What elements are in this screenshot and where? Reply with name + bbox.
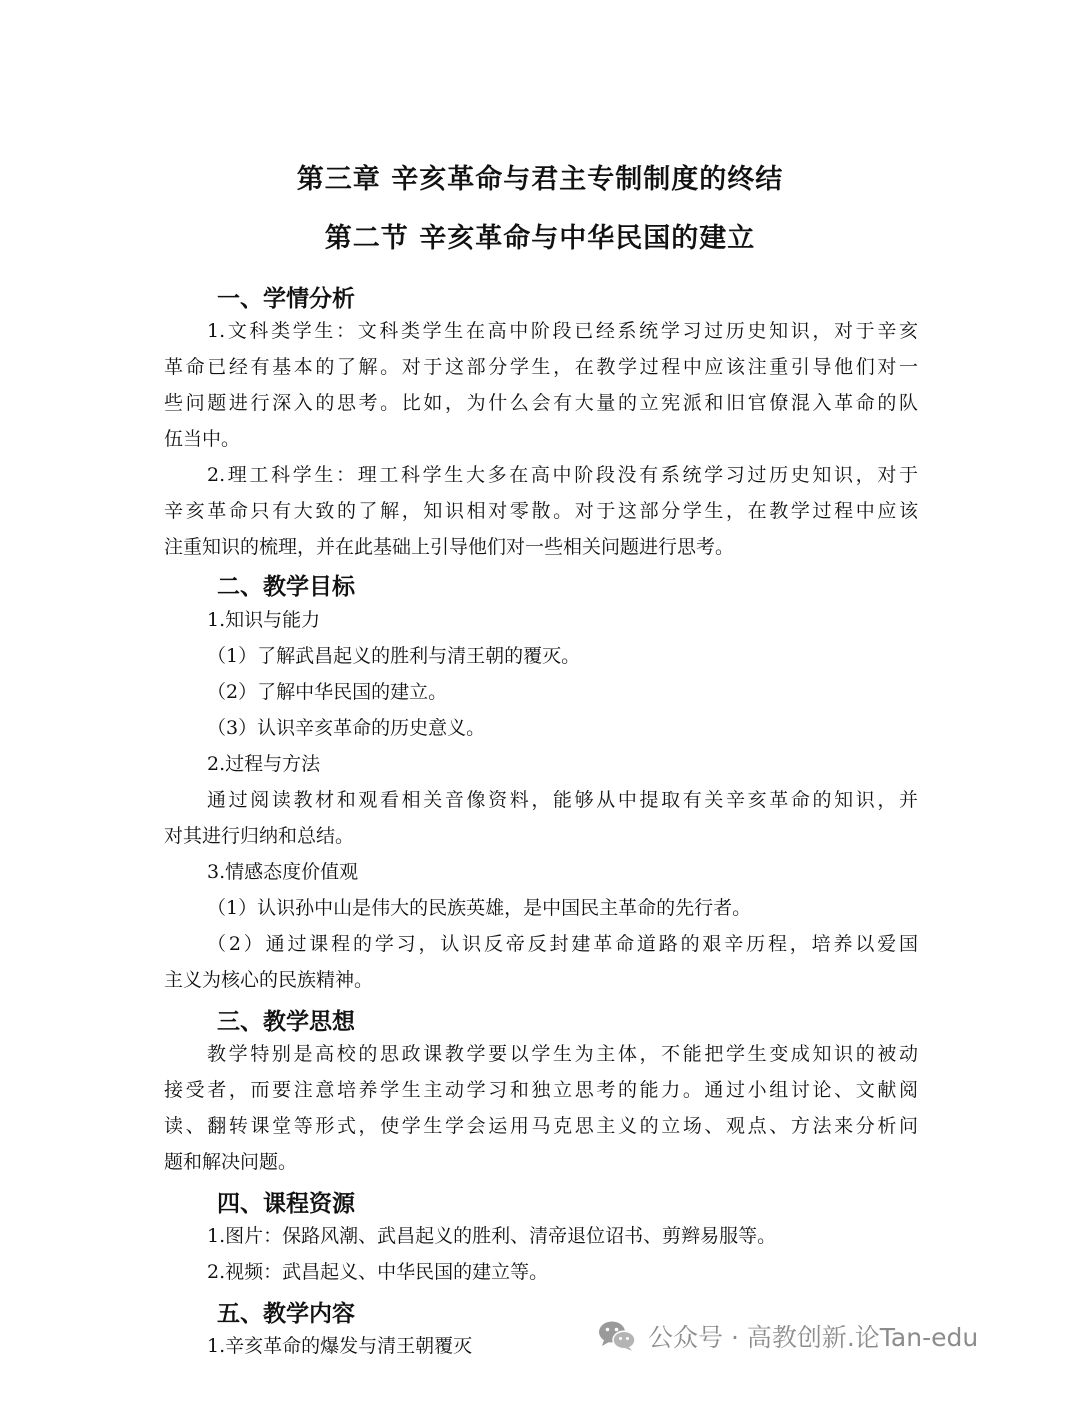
heading-learning-analysis: 一、学情分析 — [217, 286, 355, 312]
heading-teaching-goals: 二、教学目标 — [217, 574, 355, 600]
paragraph-line: 辛亥革命只有大致的了解，知识相对零散。对于这部分学生，在教学过程中应该 — [164, 500, 918, 522]
heading-teaching-content: 五、教学内容 — [217, 1301, 355, 1327]
heading-teaching-philosophy: 三、教学思想 — [217, 1009, 355, 1035]
wechat-icon — [598, 1320, 636, 1352]
list-item: （2）了解中华民国的建立。 — [207, 681, 448, 703]
paragraph-line: 题和解决问题。 — [164, 1151, 298, 1173]
paragraph-line: 教学特别是高校的思政课教学要以学生为主体，不能把学生变成知识的被动 — [207, 1043, 918, 1065]
chapter-title: 第三章 辛亥革命与君主专制制度的终结 — [296, 164, 784, 195]
paragraph-line: 主义为核心的民族精神。 — [164, 969, 374, 991]
list-item: 1.知识与能力 — [207, 609, 321, 631]
paragraph-line: 对其进行归纳和总结。 — [164, 825, 355, 847]
paragraph-line: 1.文科类学生：文科类学生在高中阶段已经系统学习过历史知识，对于辛亥 — [207, 320, 918, 342]
list-item: 2.视频：武昌起义、中华民国的建立等。 — [207, 1261, 549, 1283]
list-item: （3）认识辛亥革命的历史意义。 — [207, 717, 486, 739]
paragraph-line: 些问题进行深入的思考。比如，为什么会有大量的立宪派和旧官僚混入革命的队 — [164, 392, 918, 414]
paragraph-line: 2.理工科学生：理工科学生大多在高中阶段没有系统学习过历史知识，对于 — [207, 464, 918, 486]
paragraph-line: 革命已经有基本的了解。对于这部分学生，在教学过程中应该注重引导他们对一 — [164, 356, 918, 378]
paragraph-line: 伍当中。 — [164, 428, 241, 450]
section-title: 第二节 辛亥革命与中华民国的建立 — [324, 223, 756, 254]
list-item: 3.情感态度价值观 — [207, 861, 359, 883]
watermark-text: 公众号 · 高教创新.论Tan-edu — [648, 1323, 979, 1352]
list-item: 1.辛亥革命的爆发与清王朝覆灭 — [207, 1335, 473, 1357]
list-item: 2.过程与方法 — [207, 753, 321, 775]
paragraph-line: 读、翻转课堂等形式，使学生学会运用马克思主义的立场、观点、方法来分析问 — [164, 1115, 918, 1137]
list-item: 1.图片：保路风潮、武昌起义的胜利、清帝退位诏书、剪辫易服等。 — [207, 1225, 777, 1247]
paragraph-line: 通过阅读教材和观看相关音像资料，能够从中提取有关辛亥革命的知识，并 — [207, 789, 918, 811]
paragraph-line: （2）通过课程的学习，认识反帝反封建革命道路的艰辛历程，培养以爱国 — [207, 933, 918, 955]
list-item: （1）认识孙中山是伟大的民族英雄，是中国民主革命的先行者。 — [207, 897, 752, 919]
list-item: （1）了解武昌起义的胜利与清王朝的覆灭。 — [207, 645, 581, 667]
paragraph-line: 接受者，而要注意培养学生主动学习和独立思考的能力。通过小组讨论、文献阅 — [164, 1079, 918, 1101]
watermark — [598, 1316, 978, 1356]
paragraph-line: 注重知识的梳理，并在此基础上引导他们对一些相关问题进行思考。 — [164, 536, 735, 558]
heading-course-resources: 四、课程资源 — [217, 1191, 355, 1217]
